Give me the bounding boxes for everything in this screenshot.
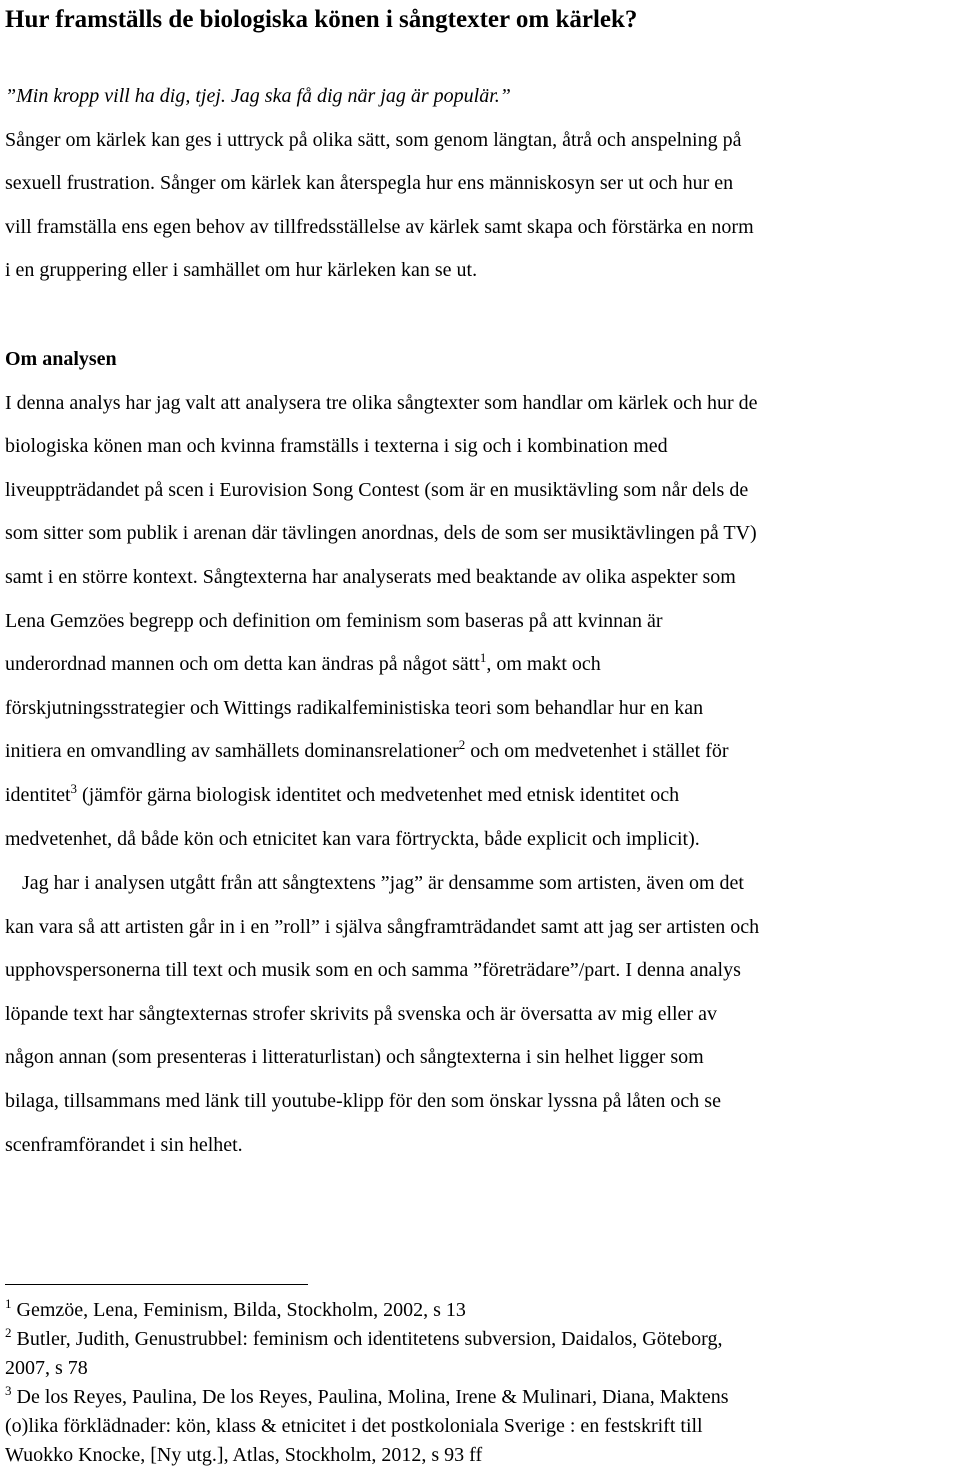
line-text: (jämför gärna biologisk identitet och medvetenhet med etnisk identitet och [77, 783, 680, 806]
paragraph-line: scenframförandet i sin helhet. [5, 1133, 243, 1156]
analysis-line: förskjutningsstrategier och Wittings radikalfeministiska teori som behandlar hur en kan [5, 696, 704, 719]
analysis-line [5, 643, 758, 687]
method-paragraph [5, 862, 759, 1167]
paragraph-line: löpande text har sångtexternas strofer skrivits på svenska och är översatta av mig eller av [5, 1002, 717, 1025]
intro-line: Sånger om kärlek kan ges i uttryck på olika sätt, som genom längtan, åtrå och anspelning på [5, 128, 742, 151]
footnote-2-cont: 2007, s 78 [5, 1357, 88, 1379]
paragraph-line: någon annan (som presenteras i litteraturlistan) och sångtexterna i sin helhet ligger som [5, 1046, 704, 1069]
section-heading: Om analysen [5, 348, 117, 370]
analysis-line [5, 774, 758, 818]
footnote-3 [5, 1383, 729, 1412]
footnotes [5, 1296, 729, 1470]
footnote-3-cont: Wuokko Knocke, [Ny utg.], Atlas, Stockholm, 2012, s 93 ff [5, 1444, 483, 1466]
paragraph-line: kan vara så att artisten går in i en ”roll” i själva sångframträdandet samt att jag ser artisten och [5, 915, 760, 938]
intro-line: vill framställa ens egen behov av tillfredsställelse av kärlek samt skapa och förstärka en norm [5, 215, 754, 238]
footnote-number: 3 [5, 1383, 12, 1398]
analysis-line: I denna analys har jag valt att analysera tre olika sångtexter som handlar om kärlek och hur de [5, 391, 758, 414]
footnote-2 [5, 1325, 729, 1354]
footnote-number: 1 [5, 1296, 12, 1311]
analysis-line: Lena Gemzöes begrepp och definition om feminism som baseras på att kvinnan är [5, 609, 663, 632]
footnote-3-cont: (o)lika förklädnader: kön, klass & etnicitet i det postkoloniala Sverige : en festskrift till [5, 1415, 703, 1437]
analysis-line [5, 730, 758, 774]
footnote-1 [5, 1296, 729, 1325]
paragraph-line: bilaga, tillsammans med länk till youtube-klipp för den som önskar lyssna på låten och se [5, 1089, 721, 1112]
intro-line: sexuell frustration. Sånger om kärlek kan återspegla hur ens människosyn ser ut och hur en [5, 172, 734, 195]
analysis-section [5, 338, 758, 861]
line-text: , om makt och [486, 653, 601, 676]
analysis-line: biologiska könen man och kvinna framställs i texterna i sig och i kombination med [5, 435, 668, 458]
paragraph-line: Jag har i analysen utgått från att sångtextens ”jag” är densamme som artisten, även om det [22, 872, 744, 894]
analysis-line: liveuppträdandet på scen i Eurovision Song Contest (som är en musiktävling som når dels de [5, 478, 749, 501]
paragraph-line: upphovspersonerna till text och musik som en och samma ”företrädare”/part. I denna analys [5, 959, 741, 982]
footnote-text: Gemzöe, Lena, Feminism, Bilda, Stockholm, 2002, s 13 [16, 1299, 466, 1321]
page-title: Hur framställs de biologiska könen i sångtexter om kärlek? [5, 6, 638, 33]
intro-paragraph [5, 75, 754, 293]
footnote-ref[interactable]: 3 [70, 780, 78, 796]
footnote-text: De los Reyes, Paulina, De los Reyes, Paulina, Molina, Irene & Mulinari, Diana, Maktens [16, 1386, 729, 1408]
line-text: initiera en omvandling av samhällets dominansrelationer [5, 740, 459, 763]
analysis-line: medvetenhet, då både kön och etnicitet kan vara förtryckta, både explicit och implicit). [5, 827, 700, 850]
footnote-ref[interactable]: 1 [479, 650, 487, 666]
footnote-ref[interactable]: 2 [458, 737, 466, 753]
intro-line: i en gruppering eller i samhället om hur kärleken kan se ut. [5, 259, 478, 282]
line-text: och om medvetenhet i stället för [465, 740, 729, 763]
footnote-separator [5, 1284, 308, 1285]
analysis-line: som sitter som publik i arenan där tävlingen anordnas, dels de som ser musiktävlingen på TV) [5, 522, 757, 545]
analysis-line: samt i en större kontext. Sångtexterna har analyserats med beaktande av olika aspekter som [5, 565, 736, 588]
footnote-number: 2 [5, 1325, 12, 1340]
footnote-text: Butler, Judith, Genustrubbel: feminism och identitetens subversion, Daidalos, Göteborg, [16, 1328, 723, 1350]
line-text: identitet [5, 783, 71, 806]
song-quote: ”Min kropp vill ha dig, tjej. Jag ska få dig när jag är populär.” [5, 85, 511, 107]
line-text: underordnad mannen och om detta kan ändras på något sätt [5, 653, 480, 676]
